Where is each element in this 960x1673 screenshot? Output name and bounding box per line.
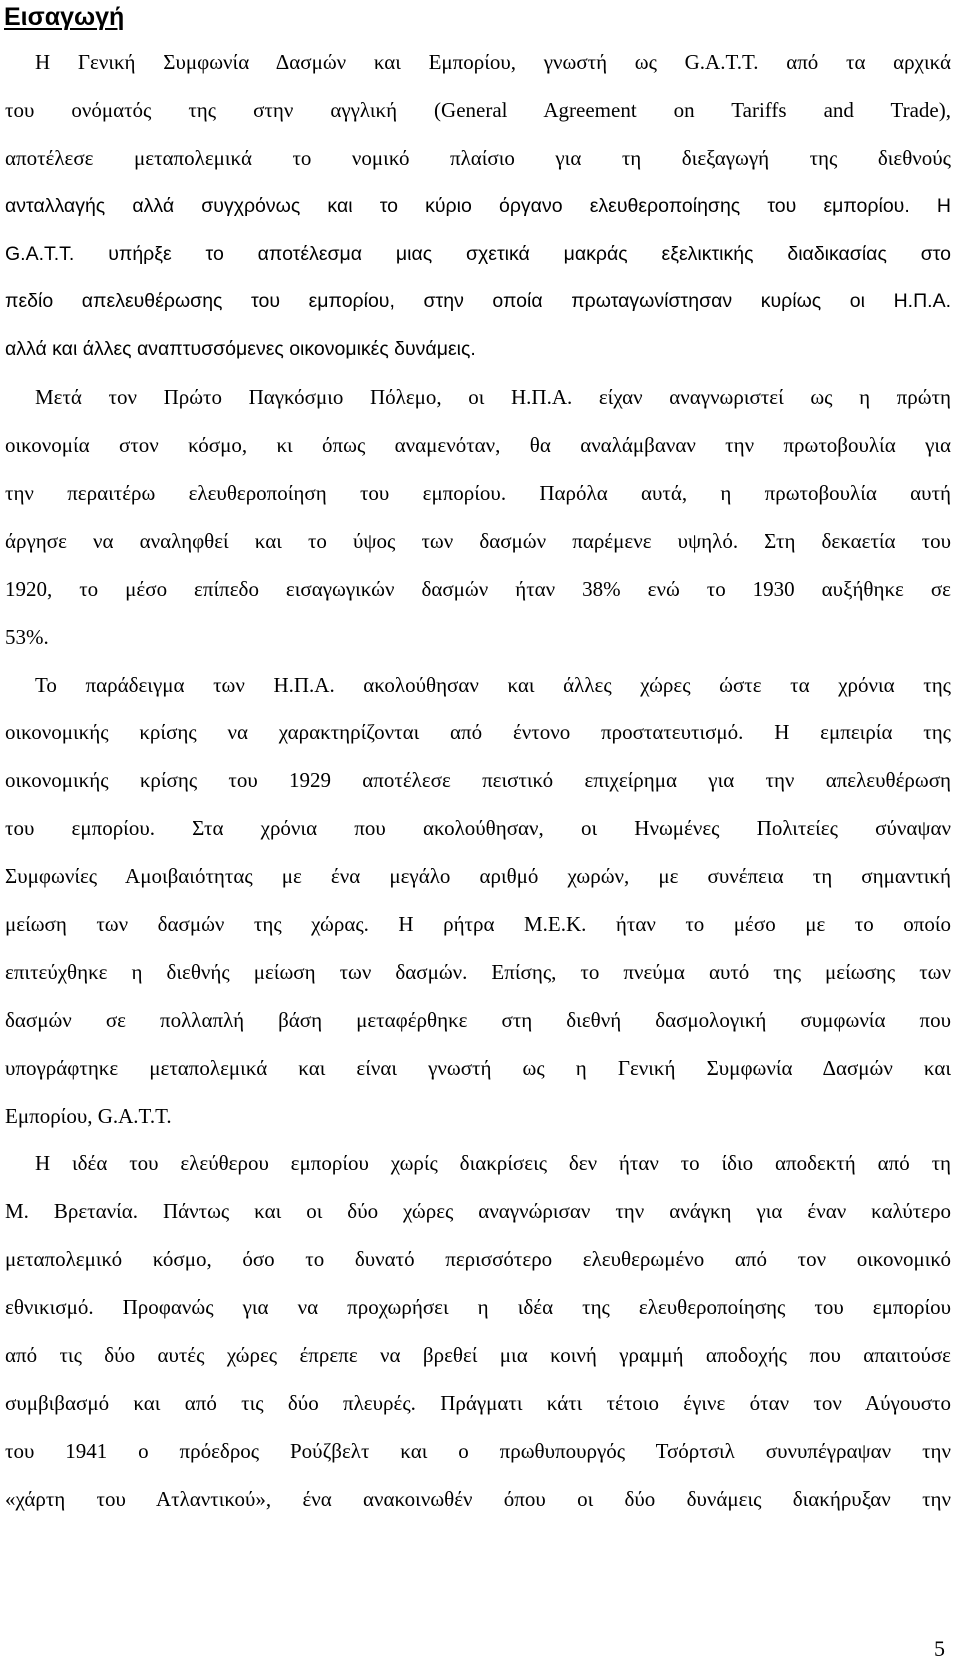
text-line: Μ. Βρετανία. Πάντως και οι δύο χώρες αναγνώρισαν την ανάγκη για έναν καλύτερο xyxy=(5,1199,951,1224)
text-line: εθνικισμό. Προφανώς για να προχωρήσει η ιδέα της ελευθεροποίησης του εμπορίου xyxy=(5,1295,951,1320)
text-line: Εμπορίου, G.A.T.T. xyxy=(5,1103,172,1128)
text-line: «χάρτη του Ατλαντικού», ένα ανακοινωθέν όπου οι δύο δυνάμεις διακήρυξαν την xyxy=(5,1486,951,1511)
text-line: οικονομικής κρίσης να χαρακτηρίζονται από έντονο προστατευτισμό. Η εμπειρία της xyxy=(5,720,951,745)
text-line: μεταπολεμικό κόσμο, όσο το δυνατό περισσότερο ελευθερωμένο από τον οικονομικό xyxy=(5,1247,951,1272)
text-line: αλλά και άλλες αναπτυσσόμενες οικονομικές δυνάμεις. xyxy=(5,338,476,361)
text-line: πεδίο απελευθέρωσης του εμπορίου, στην οποία πρωταγωνίστησαν κυρίως οι Η.Π.Α. xyxy=(5,290,951,313)
text-line: αποτέλεσε μεταπολεμικά το νομικό πλαίσιο για τη διεξαγωγή της διεθνούς xyxy=(5,145,951,170)
text-line: οικονομία στον κόσμο, κι όπως αναμενόταν, θα αναλάμβαναν την πρωτοβουλία για xyxy=(5,433,951,458)
text-line: επιτεύχθηκε η διεθνής μείωση των δασμών. Επίσης, το πνεύμα αυτό της μείωσης των xyxy=(5,959,951,984)
text-line: Το παράδειγμα των Η.Π.Α. ακολούθησαν και άλλες χώρες ώστε τα χρόνια της xyxy=(35,672,951,697)
text-line: G.A.T.T. υπήρξε το αποτέλεσμα μιας σχετικά μακράς εξελικτικής διαδικασίας στο xyxy=(5,242,951,265)
text-line: οικονομικής κρίσης του 1929 αποτέλεσε πειστικό επιχείρημα για την απελευθέρωση xyxy=(5,768,951,793)
page-number: 5 xyxy=(934,1636,945,1661)
text-line: του ονόματός της στην αγγλική (General Agreement on Tariffs and Trade), xyxy=(5,97,951,122)
text-line: υπογράφτηκε μεταπολεμικά και είναι γνωστή ως η Γενική Συμφωνία Δασμών και xyxy=(5,1055,951,1080)
text-line: δασμών σε πολλαπλή βάση μεταφέρθηκε στη διεθνή δασμολογική συμφωνία που xyxy=(5,1007,951,1032)
text-line: Η ιδέα του ελεύθερου εμπορίου χωρίς διακρίσεις δεν ήταν το ίδιο αποδεκτή από τη xyxy=(35,1151,951,1176)
text-line: ανταλλαγής αλλά συγχρόνως και το κύριο όργανο ελευθεροποίησης του εμπορίου. Η xyxy=(5,194,951,217)
text-line: του 1941 ο πρόεδρος Ρούζβελτ και ο πρωθυπουργός Τσόρτσιλ συνυπέγραψαν την xyxy=(5,1438,951,1463)
text-line: συμβιβασμό και από τις δύο πλευρές. Πράγματι κάτι τέτοιο έγινε όταν τον Αύγουστο xyxy=(5,1390,951,1415)
text-line: από τις δύο αυτές χώρες έπρεπε να βρεθεί μια κοινή γραμμή αποδοχής που απαιτούσε xyxy=(5,1343,951,1368)
text-line: μείωση των δασμών της χώρας. Η ρήτρα Μ.Ε.Κ. ήταν το μέσο με το οποίο xyxy=(5,912,951,937)
body-text xyxy=(5,39,951,1524)
text-line: του εμπορίου. Στα χρόνια που ακολούθησαν, οι Ηνωμένες Πολιτείες σύναψαν xyxy=(5,816,951,841)
section-heading: Εισαγωγή xyxy=(4,3,125,31)
text-line: Συμφωνίες Αμοιβαιότητας με ένα μεγάλο αριθμό χωρών, με συνέπεια τη σημαντική xyxy=(5,864,951,889)
text-line: την περαιτέρω ελευθεροποίηση του εμπορίου. Παρόλα αυτά, η πρωτοβουλία αυτή xyxy=(5,481,951,506)
text-line: άργησε να αναληφθεί και το ύψος των δασμών παρέμενε υψηλό. Στη δεκαετία του xyxy=(5,528,951,553)
text-line: 53%. xyxy=(5,624,49,649)
text-line: Μετά τον Πρώτο Παγκόσμιο Πόλεμο, οι Η.Π.Α. είχαν αναγνωριστεί ως η πρώτη xyxy=(35,385,951,410)
text-line: 1920, το μέσο επίπεδο εισαγωγικών δασμών ήταν 38% ενώ το 1930 αυξήθηκε σε xyxy=(5,576,951,601)
text-line: Η Γενική Συμφωνία Δασμών και Εμπορίου, γνωστή ως G.A.T.T. από τα αρχικά xyxy=(35,50,951,74)
